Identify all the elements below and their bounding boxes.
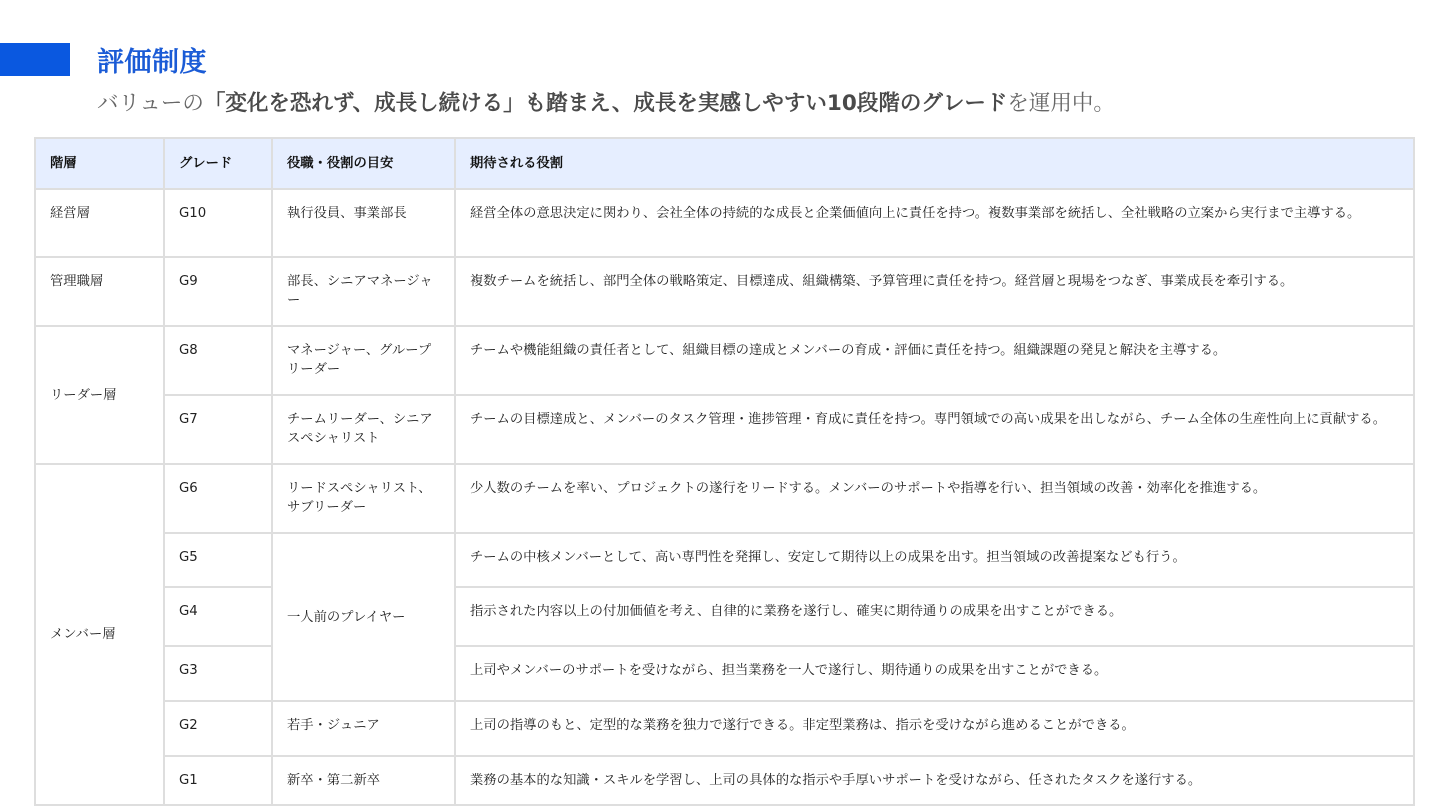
- table-row: [35, 395, 1414, 464]
- table-row: [35, 701, 1414, 756]
- role-cell: 業務の基本的な知識・スキルを学習し、上司の具体的な指示や手厚いサポートを受けながら、任されたタスクを遂行する。: [455, 756, 1414, 805]
- table-row: [35, 464, 1414, 533]
- subtitle-emphasis: 「変化を恐れず、成長し続ける」も踏まえ、成長を実感しやすい10段階のグレード: [203, 91, 1008, 116]
- grade-cell: G2: [164, 701, 272, 756]
- role-cell: 少人数のチームを率い、プロジェクトの遂行をリードする。メンバーのサポートや指導を行い、担当領域の改善・効率化を推進する。: [455, 464, 1414, 533]
- grade-cell: G10: [164, 189, 272, 257]
- grade-cell: G9: [164, 257, 272, 326]
- grade-cell: G4: [164, 587, 272, 646]
- table-row: [35, 533, 1414, 587]
- role-cell: チームや機能組織の責任者として、組織目標の達成とメンバーの育成・評価に責任を持つ。組織課題の発見と解決を主導する。: [455, 326, 1414, 395]
- position-cell: 執行役員、事業部長: [272, 189, 455, 257]
- role-cell: 経営全体の意思決定に関わり、会社全体の持続的な成長と企業価値向上に責任を持つ。複数事業部を統括し、全社戦略の立案から実行まで主導する。: [455, 189, 1414, 257]
- table-row: [35, 326, 1414, 395]
- position-cell: チームリーダー、シニアスペシャリスト: [272, 395, 455, 464]
- role-cell: チームの目標達成と、メンバーのタスク管理・進捗管理・育成に責任を持つ。専門領域での高い成果を出しながら、チーム全体の生産性向上に貢献する。: [455, 395, 1414, 464]
- role-cell: 上司の指導のもと、定型的な業務を独力で遂行できる。非定型業務は、指示を受けながら進めることができる。: [455, 701, 1414, 756]
- table-header-row: [35, 138, 1414, 189]
- page-title: 評価制度: [97, 47, 207, 78]
- position-cell: 若手・ジュニア: [272, 701, 455, 756]
- tier-cell: 経営層: [35, 189, 164, 257]
- header-position: 役職・役割の目安: [272, 138, 455, 189]
- header-grade: グレード: [164, 138, 272, 189]
- grade-cell: G8: [164, 326, 272, 395]
- table-row: [35, 756, 1414, 805]
- position-cell: 部長、シニアマネージャー: [272, 257, 455, 326]
- header-tier: 階層: [35, 138, 164, 189]
- grade-cell: G1: [164, 756, 272, 805]
- grade-table: [34, 137, 1415, 806]
- table-row: [35, 257, 1414, 326]
- position-cell: リードスペシャリスト、サブリーダー: [272, 464, 455, 533]
- position-cell: マネージャー、グループリーダー: [272, 326, 455, 395]
- role-cell: チームの中核メンバーとして、高い専門性を発揮し、安定して期待以上の成果を出す。担当領域の改善提案なども行う。: [455, 533, 1414, 587]
- subtitle-post: を運用中。: [1007, 91, 1115, 116]
- role-cell: 指示された内容以上の付加価値を考え、自律的に業務を遂行し、確実に期待通りの成果を出すことができる。: [455, 587, 1414, 646]
- position-cell: 新卒・第二新卒: [272, 756, 455, 805]
- table-row: [35, 587, 1414, 646]
- position-cell: 一人前のプレイヤー: [272, 533, 455, 701]
- grade-cell: G3: [164, 646, 272, 701]
- grade-cell: G5: [164, 533, 272, 587]
- accent-bar: [0, 43, 70, 76]
- grade-cell: G6: [164, 464, 272, 533]
- role-cell: 上司やメンバーのサポートを受けながら、担当業務を一人で遂行し、期待通りの成果を出すことができる。: [455, 646, 1414, 701]
- role-cell: 複数チームを統括し、部門全体の戦略策定、目標達成、組織構築、予算管理に責任を持つ。経営層と現場をつなぎ、事業成長を牽引する。: [455, 257, 1414, 326]
- grade-cell: G7: [164, 395, 272, 464]
- tier-cell: リーダー層: [35, 326, 164, 464]
- table-row: [35, 189, 1414, 257]
- table-row: [35, 646, 1414, 701]
- header-role: 期待される役割: [455, 138, 1414, 189]
- subtitle-pre: バリューの: [97, 91, 204, 116]
- page-subtitle: [97, 86, 1115, 117]
- tier-cell: メンバー層: [35, 464, 164, 805]
- tier-cell: 管理職層: [35, 257, 164, 326]
